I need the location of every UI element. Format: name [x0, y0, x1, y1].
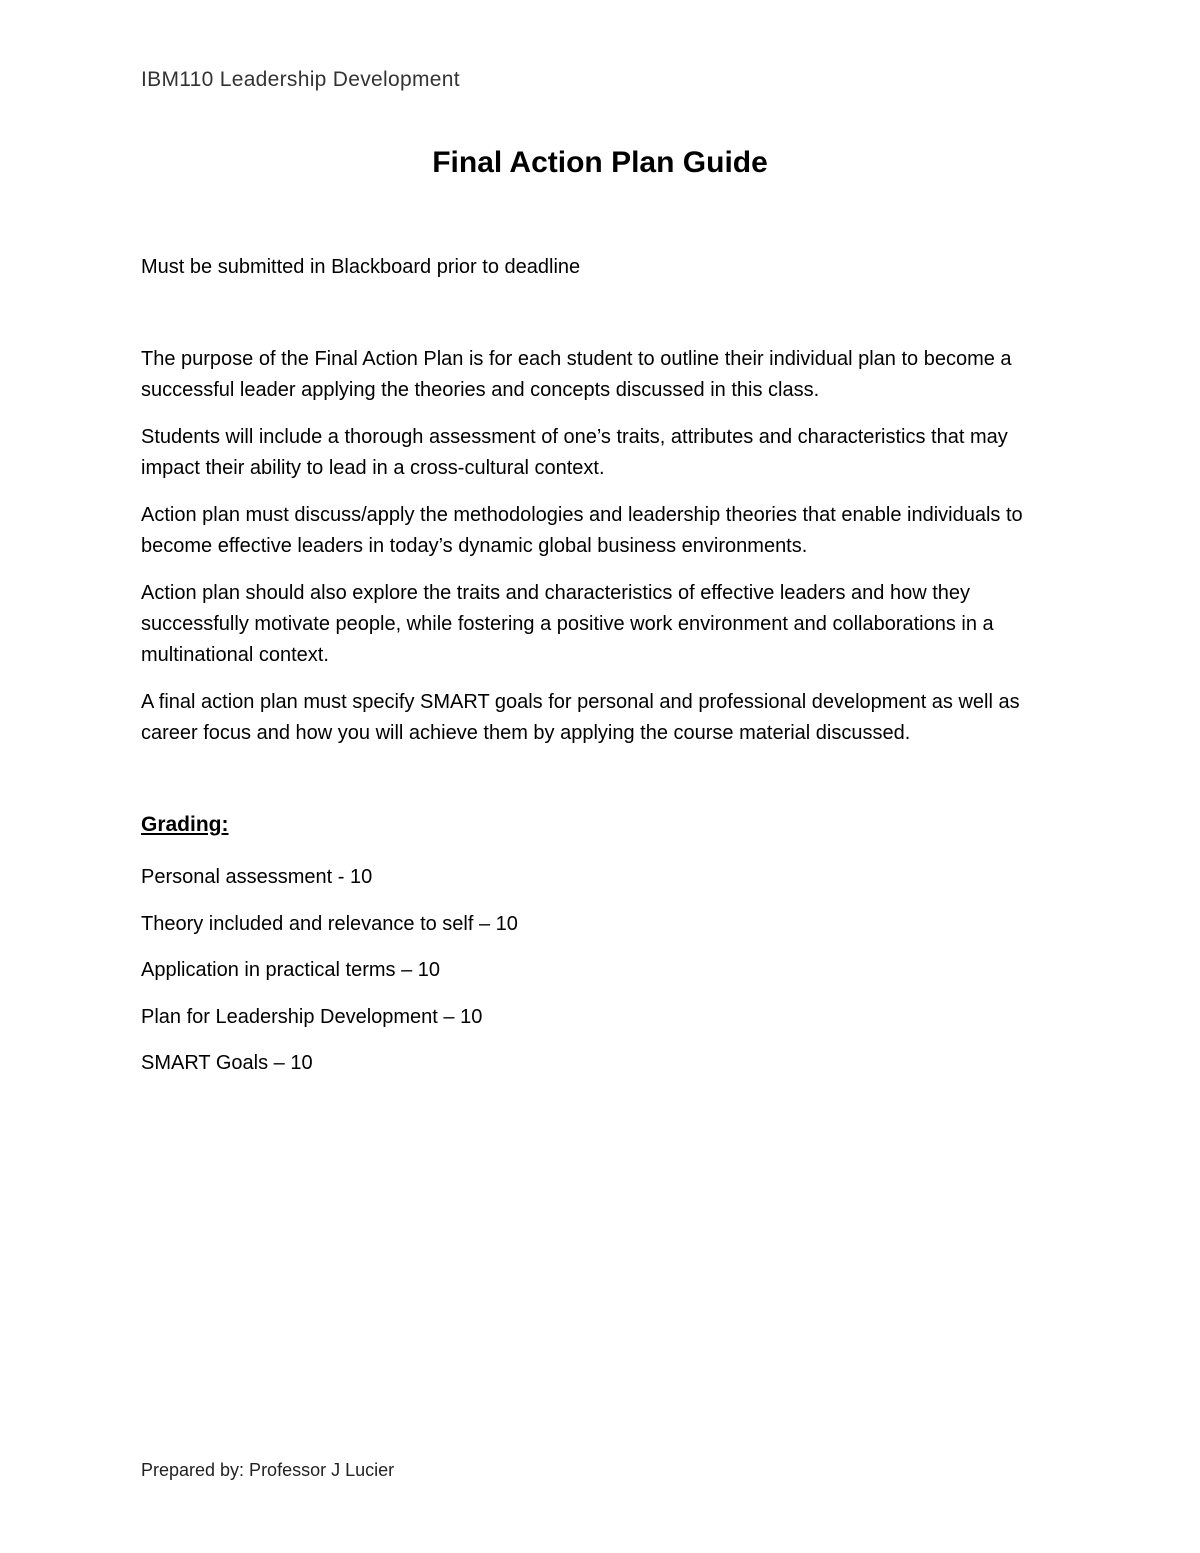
grading-item: Application in practical terms – 10 [141, 959, 441, 981]
submission-note: Must be submitted in Blackboard prior to deadline [141, 256, 581, 278]
course-header: IBM110 Leadership Development [141, 68, 460, 91]
smart-goals-paragraph: A final action plan must specify SMART goals for personal and professional development as well as career focus and how you will achieve them by applying the course material discussed. [141, 691, 1020, 744]
traits-paragraph: Action plan should also explore the traits and characteristics of effective leaders and how they successfully motivate people, while fostering a positive work environment and collaborations in a multinational context. [141, 582, 994, 666]
methodologies-paragraph: Action plan must discuss/apply the methodologies and leadership theories that enable individuals to become effective leaders in today’s dynamic global business environments. [141, 504, 1023, 557]
purpose-paragraph: The purpose of the Final Action Plan is for each student to outline their individual plan to become a successful leader applying the theories and concepts discussed in this class. [141, 348, 1012, 401]
grading-list [141, 862, 518, 1095]
grading-item: SMART Goals – 10 [141, 1052, 313, 1074]
grading-item: Personal assessment - 10 [141, 866, 373, 888]
grading-item: Theory included and relevance to self – 10 [141, 912, 518, 935]
prepared-by-footer: Prepared by: Professor J Lucier [141, 1460, 395, 1480]
grading-heading: Grading: [141, 813, 229, 836]
document-title: Final Action Plan Guide [432, 146, 768, 179]
grading-item: Plan for Leadership Development – 10 [141, 1005, 483, 1028]
instructions-body [141, 344, 1071, 765]
assessment-paragraph: Students will include a thorough assessment of one’s traits, attributes and characteristics that may impact their ability to lead in a cross-cultural context. [141, 426, 1008, 479]
